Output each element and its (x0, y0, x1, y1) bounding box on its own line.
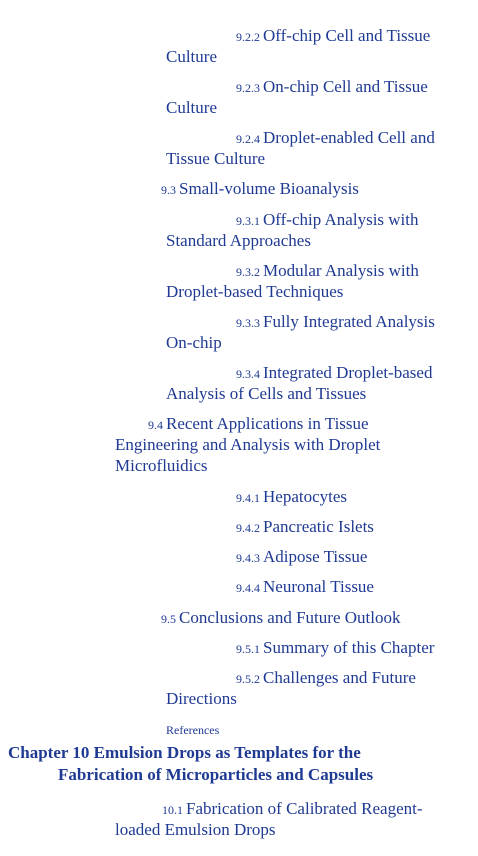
section-title: Conclusions and Future Outlook (179, 608, 401, 627)
section-title-cont: On-chip (166, 333, 222, 352)
section-title: Summary of this Chapter (263, 638, 435, 657)
toc-entry-9-5-2[interactable] (236, 667, 416, 690)
section-title: Fabrication of Calibrated Reagent- (186, 799, 423, 818)
section-number: 9.5.2 (236, 672, 260, 686)
section-title: Off-chip Cell and Tissue (263, 26, 431, 45)
section-number: 9.3.2 (236, 265, 260, 279)
toc-entry-9-2-4-cont[interactable] (166, 148, 265, 170)
toc-entry-9-3-3[interactable] (236, 311, 435, 334)
section-title-cont: Culture (166, 98, 217, 117)
section-title-cont: Culture (166, 47, 217, 66)
toc-entry-9-3-1[interactable] (236, 209, 419, 232)
toc-entry-9-4-2[interactable] (236, 516, 374, 539)
section-number: 9.3 (161, 183, 176, 197)
section-title: Hepatocytes (263, 487, 348, 506)
section-title-cont: Directions (166, 689, 237, 708)
section-title: On-chip Cell and Tissue (263, 77, 428, 96)
toc-entry-9-3-4-cont[interactable] (166, 383, 366, 405)
section-number: 9.2.4 (236, 132, 260, 146)
toc-entry-9-3-4[interactable] (236, 362, 432, 385)
toc-entry-10-1[interactable] (162, 798, 423, 821)
section-title-cont: Standard Approaches (166, 231, 311, 250)
section-title: Pancreatic Islets (263, 517, 374, 536)
section-number: 9.3.3 (236, 316, 260, 330)
section-title: Small-volume Bioanalysis (179, 179, 359, 198)
section-title: Challenges and Future (263, 668, 416, 687)
section-number: 10.1 (162, 803, 183, 817)
section-title: Recent Applications in Tissue (166, 414, 369, 433)
toc-entry-9-2-4[interactable] (236, 127, 435, 150)
section-number: 9.2.3 (236, 81, 260, 95)
chapter-10-heading[interactable] (8, 742, 361, 764)
section-number: 9.3.4 (236, 367, 260, 381)
section-title: Droplet-enabled Cell and (263, 128, 435, 147)
toc-entry-9-3-3-cont[interactable] (166, 332, 222, 354)
section-title: Modular Analysis with (263, 261, 419, 280)
toc-entry-references[interactable] (166, 718, 219, 741)
section-number: 9.3.1 (236, 214, 260, 228)
references-label: References (166, 723, 220, 737)
toc-entry-9-5-2-cont[interactable] (166, 688, 237, 710)
toc-entry-9-4-cont2[interactable] (115, 455, 208, 477)
toc-entry-9-4-1[interactable] (236, 486, 347, 509)
section-title-cont: Droplet-based Techniques (166, 282, 344, 301)
section-title-cont: loaded Emulsion Drops (115, 820, 276, 839)
section-title: Integrated Droplet-based (263, 363, 433, 382)
section-number: 9.4.3 (236, 551, 260, 565)
toc-entry-9-3[interactable] (161, 178, 359, 201)
toc-entry-9-3-2[interactable] (236, 260, 419, 283)
toc-entry-9-2-3[interactable] (236, 76, 428, 99)
toc-entry-9-3-2-cont[interactable] (166, 281, 343, 303)
toc-entry-9-2-2[interactable] (236, 25, 430, 48)
toc-entry-10-1-cont[interactable] (115, 819, 276, 841)
section-number: 9.4.4 (236, 581, 260, 595)
toc-entry-9-5-1[interactable] (236, 637, 434, 660)
toc-entry-9-2-3-cont[interactable] (166, 97, 217, 119)
section-number: 9.5 (161, 612, 176, 626)
section-title: Off-chip Analysis with (263, 210, 419, 229)
toc-entry-9-4[interactable] (148, 413, 369, 436)
toc-entry-9-4-cont[interactable] (115, 434, 380, 456)
section-number: 9.2.2 (236, 30, 260, 44)
chapter-10-heading-cont[interactable] (58, 764, 373, 786)
toc-entry-9-4-4[interactable] (236, 576, 374, 599)
section-title: Fully Integrated Analysis (263, 312, 435, 331)
toc-entry-9-3-1-cont[interactable] (166, 230, 311, 252)
section-title-cont: Engineering and Analysis with Droplet (115, 435, 381, 454)
toc-entry-9-5[interactable] (161, 607, 400, 630)
section-title-cont: Tissue Culture (166, 149, 266, 168)
section-number: 9.4 (148, 418, 163, 432)
section-title: Neuronal Tissue (263, 577, 374, 596)
section-title: Adipose Tissue (263, 547, 368, 566)
chapter-title-cont: Fabrication of Microparticles and Capsules (58, 765, 374, 784)
section-number: 9.4.1 (236, 491, 260, 505)
section-title-cont: Microfluidics (115, 456, 208, 475)
section-number: 9.4.2 (236, 521, 260, 535)
section-number: 9.5.1 (236, 642, 260, 656)
toc-entry-9-4-3[interactable] (236, 546, 367, 569)
section-title-cont: Analysis of Cells and Tissues (166, 384, 367, 403)
toc-entry-9-2-2-cont[interactable] (166, 46, 217, 68)
chapter-title: Chapter 10 Emulsion Drops as Templates for the (8, 743, 361, 762)
